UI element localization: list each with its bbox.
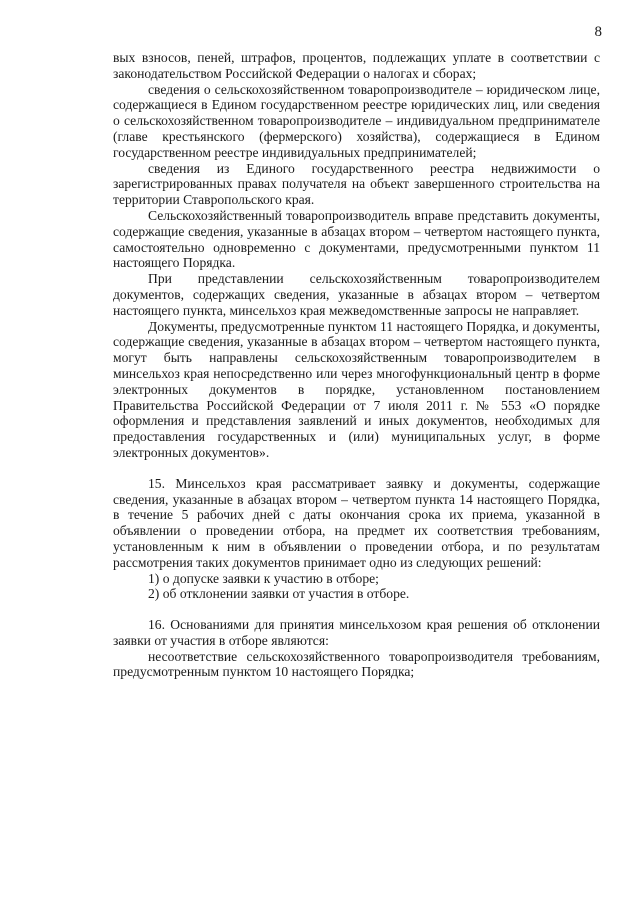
page-number: 8: [594, 24, 602, 40]
paragraph: несоответствие сельскохозяйственного товаропроизводителя требованиям, предусмотренным пунктом 10 настоящего Порядка;: [113, 648, 600, 680]
paragraph-section-15: 15. Минсельхоз края рассматривает заявку и документы, содержащие сведения, указанные в абзацах втором – четвертом пункта 14 настоящего Порядка, в течение 5 рабочих дней с даты окончания срока их приема, указанной в объявлении о проведении отбора, на предмет их соответствия требованиям, установленным к ним в объявлении о проведении отбора, и по результатам рассмотрения таких документов принимает одно из следующих решений:: [113, 475, 600, 570]
paragraph: сведения из Единого государственного реестра недвижимости о зарегистрированных правах получателя на объект завершенного строительства на территории Ставропольского края.: [113, 160, 600, 208]
section-gap: [113, 602, 600, 617]
paragraph: Сельскохозяйственный товаропроизводитель вправе представить документы, содержащие сведения, указанные в абзацах втором – четвертом настоящего пункта, самостоятельно одновременно с документами, предусмотренными пунктом 11 настоящего Порядка.: [113, 207, 600, 271]
paragraph: сведения о сельскохозяйственном товаропроизводителе – юридическом лице, содержащиеся в Едином государственном реестре юридических лиц, или сведения о сельскохозяйственном товаропроизводителе – индивидуальном предпринимателе (главе крестьянского (фермерского) хозяйства), содержащиеся в Едином государственном реестре индивидуальных предпринимателей;: [113, 81, 600, 160]
document-body: [113, 50, 600, 680]
paragraph-section-16: 16. Основаниями для принятия минсельхозом края решения об отклонении заявки от участия в отборе являются:: [113, 617, 600, 648]
paragraph-continuation: вых взносов, пеней, штрафов, процентов, подлежащих уплате в соответствии с законодательством Российской Федерации о налогах и сборах;: [113, 50, 600, 81]
list-item: 1) о допуске заявки к участию в отборе;: [148, 570, 379, 586]
list-item: 2) об отклонении заявки от участия в отборе.: [148, 586, 410, 602]
paragraph: При представлении сельскохозяйственным товаропроизводителем документов, содержащих сведения, указанные в абзацах втором – четвертом настоящего пункта, минсельхоз края межведомственные запросы не направляет.: [113, 271, 600, 318]
section-gap: [113, 461, 600, 476]
paragraph: Документы, предусмотренные пунктом 11 настоящего Порядка, и документы, содержащие сведения, указанные в абзацах втором – четвертом настоящего пункта, могут быть направлены сельскохозяйственным товаропроизводителем в минсельхоз края непосредственно или через многофункциональный центр в форме электронных документов в порядке, установленном постановлением Правительства Российской Федерации от 7 июля 2011 г. № 553 «О порядке оформления и представления заявлений и иных документов, необходимых для предоставления государственных и (или) муниципальных услуг, в форме электронных документов».: [113, 318, 600, 460]
